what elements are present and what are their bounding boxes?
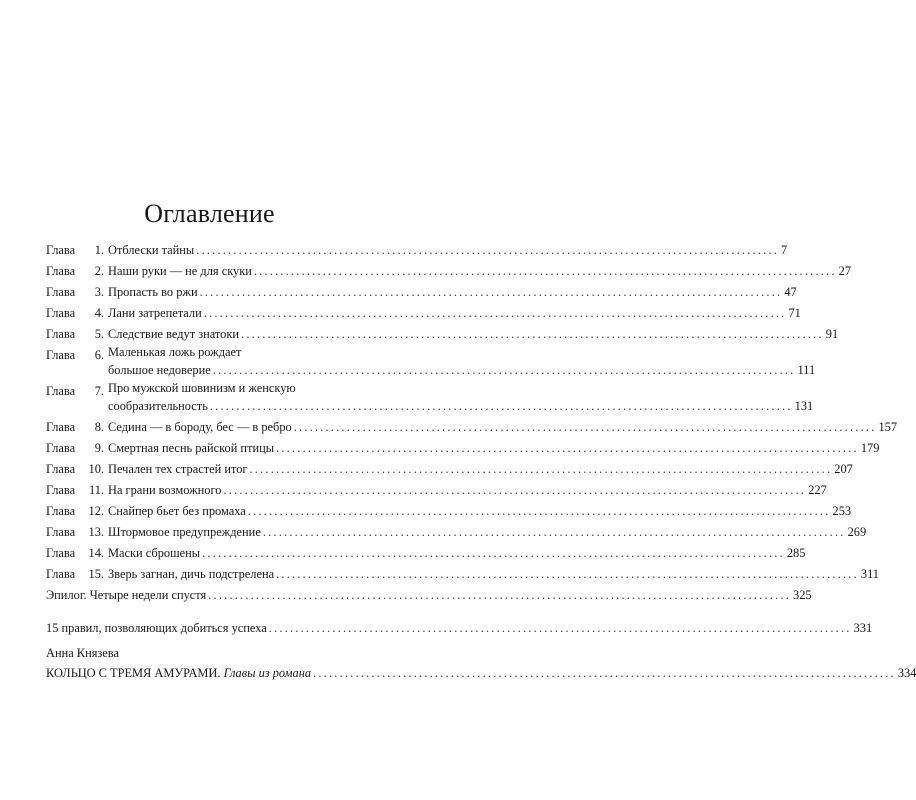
chapter-title: Смертная песнь райской птицы	[108, 441, 275, 455]
page-number: 47	[784, 285, 797, 299]
chapter-number: 9.	[94, 441, 104, 455]
page-number: 27	[838, 264, 852, 278]
chapter-title: Маски сброшены	[108, 546, 201, 560]
chapter-prefix: Глава	[46, 285, 76, 299]
chapter-number: 1.	[94, 243, 104, 257]
toc-row-chapter-6[interactable]	[46, 345, 816, 381]
dot-leader	[202, 543, 785, 564]
dot-leader	[313, 663, 896, 684]
chapter-title: Седина — в бороду, бес — в ребро	[108, 420, 292, 434]
epilogue-title: Эпилог. Четыре недели спустя	[46, 588, 207, 602]
chapter-prefix: Глава	[46, 306, 76, 320]
page-number: 325	[793, 588, 812, 602]
chapter-title: Печален тех страстей итог	[108, 462, 248, 476]
page-title: Оглавление	[144, 199, 275, 228]
chapter-number: 13.	[88, 525, 104, 539]
dot-leader	[276, 564, 859, 585]
chapter-number: 12.	[88, 504, 104, 518]
chapter-number: 3.	[94, 285, 104, 299]
chapter-prefix: Глава	[46, 525, 76, 539]
chapter-title-line-2: сообразительность	[108, 399, 208, 413]
chapter-prefix: Глава	[46, 567, 76, 581]
dot-leader	[213, 360, 796, 381]
page-number: 179	[860, 441, 880, 455]
bonus-title	[46, 663, 311, 684]
dot-leader	[294, 417, 877, 438]
toc-row-chapter-4[interactable]	[46, 303, 801, 324]
page-number: 285	[786, 546, 806, 560]
chapter-prefix: Глава	[46, 327, 76, 341]
toc-row-chapter-9[interactable]	[46, 438, 880, 459]
page-number: 207	[834, 462, 853, 476]
rules-title: 15 правил, позволяющих добиться успеха	[46, 621, 267, 635]
toc-row-chapter-12[interactable]	[46, 501, 852, 522]
chapter-number: 14.	[88, 546, 104, 560]
toc-row-chapter-7[interactable]	[46, 381, 814, 417]
page-number: 157	[878, 420, 898, 434]
toc-row-bonus[interactable]	[46, 663, 916, 684]
dot-leader	[263, 522, 846, 543]
toc-row-chapter-5[interactable]	[46, 324, 839, 345]
bonus-author: Анна Князева	[46, 646, 119, 660]
chapter-prefix: Глава	[46, 384, 76, 398]
dot-leader	[254, 261, 837, 282]
page-number: 7	[781, 243, 788, 257]
toc-row-rules[interactable]	[46, 618, 873, 639]
chapter-prefix: Глава	[46, 462, 76, 476]
dot-leader	[250, 459, 833, 480]
chapter-number: 7.	[94, 384, 104, 398]
table-of-contents	[46, 240, 916, 684]
chapter-number: 5.	[94, 327, 104, 341]
toc-row-chapter-11[interactable]	[46, 480, 827, 501]
page-number: 269	[847, 525, 867, 539]
chapter-title: Отблески тайны	[108, 243, 195, 257]
toc-row-chapter-13[interactable]	[46, 522, 867, 543]
page-number: 334	[897, 666, 916, 680]
dot-leader	[248, 501, 831, 522]
chapter-prefix: Глава	[46, 348, 76, 362]
chapter-prefix: Глава	[46, 264, 76, 278]
chapter-number: 11.	[88, 483, 104, 497]
chapter-prefix: Глава	[46, 420, 76, 434]
section-gap	[46, 606, 354, 618]
chapter-title: Штормовое предупреждение	[108, 525, 261, 539]
chapter-number: 2.	[94, 264, 104, 278]
dot-leader	[241, 324, 824, 345]
chapter-title: Наши руки — не для скуки	[108, 264, 252, 278]
chapter-title: Пропасть во ржи	[108, 285, 198, 299]
page-number: 91	[825, 327, 839, 341]
dot-leader	[204, 303, 787, 324]
chapter-title: Зверь загнан, дичь подстрелена	[108, 567, 275, 581]
page-number: 253	[832, 504, 852, 518]
chapter-title: Следствие ведут знатоки	[108, 327, 240, 341]
page-number: 331	[853, 621, 873, 635]
toc-row-chapter-10[interactable]	[46, 459, 853, 480]
dot-leader	[210, 396, 793, 417]
toc-row-epilogue[interactable]	[46, 585, 812, 606]
chapter-prefix: Глава	[46, 546, 76, 560]
dot-leader	[223, 480, 806, 501]
chapter-number: 15.	[88, 567, 104, 581]
chapter-title-line-1: Про мужской шовинизм и женскую	[108, 381, 296, 395]
toc-row-chapter-2[interactable]	[46, 261, 852, 282]
chapter-prefix: Глава	[46, 243, 76, 257]
chapter-number: 6.	[94, 348, 104, 362]
dot-leader	[276, 438, 859, 459]
chapter-title: На грани возможного	[108, 483, 222, 497]
toc-row-chapter-1[interactable]	[46, 240, 788, 261]
chapter-prefix: Глава	[46, 483, 76, 497]
chapter-number: 8.	[94, 420, 104, 434]
chapter-title: Снайпер бьет без промаха	[108, 504, 246, 518]
dot-leader	[196, 240, 779, 261]
chapter-prefix: Глава	[46, 441, 76, 455]
page-number: 227	[808, 483, 827, 497]
page-number: 131	[794, 399, 814, 413]
dot-leader	[200, 282, 783, 303]
toc-row-chapter-14[interactable]	[46, 543, 806, 564]
page-number: 71	[788, 306, 801, 320]
chapter-number: 10.	[88, 462, 104, 476]
chapter-title-line-2: большое недоверие	[108, 363, 211, 377]
dot-leader	[208, 585, 791, 606]
bonus-title-caps: КОЛЬЦО С ТРЕМЯ АМУРАМИ.	[46, 666, 221, 680]
toc-row-chapter-8[interactable]	[46, 417, 898, 438]
page-number: 311	[860, 567, 880, 581]
bonus-subtitle: Главы из романа	[223, 666, 312, 680]
dot-leader	[269, 618, 852, 639]
chapter-title-line-1: Маленькая ложь рождает	[108, 345, 242, 359]
toc-row-chapter-15[interactable]	[46, 564, 880, 585]
toc-row-chapter-3[interactable]	[46, 282, 797, 303]
chapter-prefix: Глава	[46, 504, 76, 518]
page-number: 111	[797, 363, 816, 377]
chapter-title: Лани затрепетали	[108, 306, 202, 320]
chapter-number: 4.	[94, 306, 104, 320]
